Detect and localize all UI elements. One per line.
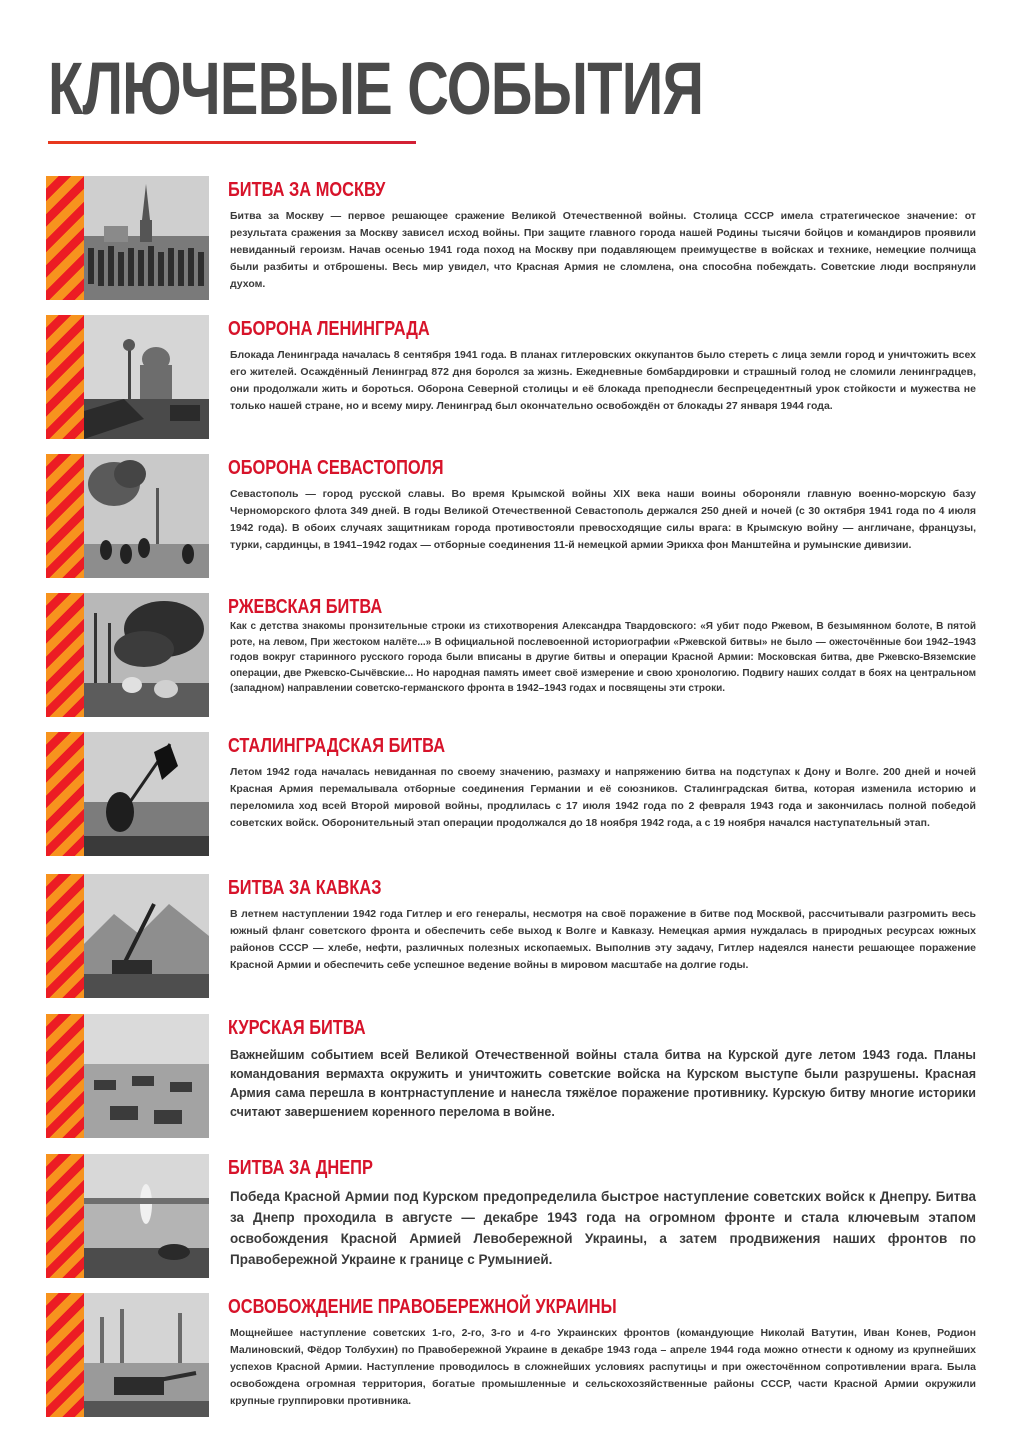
event-description: Как с детства знакомы пронзительные строки из стихотворения Александра Твардовского: «Я убит подо Ржевом, В безымянном болоте, В пятой роте, на левом, При жестоком налёте...» В официальной послевоенной историографии «Ржевской битвы» не было — ожесточённые бои 1942–1943 годов вокруг старинного русского города были вписаны в другие битвы и операции Красной Армии: Московская битва, две Ржевско-Вяземские операции, две Ржевско-Сычёвские... Но народная память имеет своё измерение и свою хронологию. Подвигу наших солдат в боях на центральном (западном) направлении советско-германского фронта в 1942–1943 годах и посвящены эти строки. <box>230 621 976 694</box>
stalingrad-flag-photo <box>84 732 209 856</box>
kremlin-parade-photo <box>84 176 209 300</box>
event-defense-of-leningrad <box>46 315 976 439</box>
event-title: ОБОРОНА СЕВАСТОПОЛЯ <box>228 457 444 479</box>
rzhev-battle-photo <box>84 593 209 717</box>
event-title: БИТВА ЗА МОСКВУ <box>228 179 386 201</box>
event-description: В летнем наступлении 1942 года Гитлер и его генералы, несмотря на своё поражение в битве под Москвой, рассчитывали разгромить весь южный фланг советского фронта и обеспечить себе выход к Волге и Кавказу. Немецкая армия нуждалась в природных ресурсах южных районов СССР — хлебе, нефти, различных полезных ископаемых. Выполнив эту задачу, Гитлер надеялся нанести решающее поражение Красной Армии и обеспечить себе успешное ведение войны в мировом масштабе на долгие годы. <box>230 908 976 971</box>
event-battle-of-dnieper <box>46 1154 976 1278</box>
event-accent-stripe <box>46 874 84 998</box>
event-defense-of-sevastopol <box>46 454 976 578</box>
event-battle-of-kursk <box>46 1014 976 1138</box>
event-description: Битва за Москву — первое решающее сражение Великой Отечественной войны. Столица СССР имела стратегическое значение: от результата сражения за Москву зависел исход войны. При защите главного города нашей Родины тысячи бойцов и командиров проявили невиданный героизм. Начав осенью 1941 года поход на Москву при подавляющем преимуществе в войсках и технике, немецкие полчища были разбиты и отброшены. Весь мир увидел, что Красная Армия не сломлена, она способна побеждать. Советские люди воспрянули духом. <box>230 210 976 290</box>
page-title: КЛЮЧЕВЫЕ СОБЫТИЯ <box>48 47 704 130</box>
event-accent-stripe <box>46 1154 84 1278</box>
event-title: РЖЕВСКАЯ БИТВА <box>228 596 383 618</box>
event-accent-stripe <box>46 315 84 439</box>
event-liberation-of-right-bank-ukraine <box>46 1293 976 1417</box>
sevastopol-assault-photo <box>84 454 209 578</box>
kursk-tanks-photo <box>84 1014 209 1138</box>
event-accent-stripe <box>46 1014 84 1138</box>
event-battle-of-caucasus <box>46 874 976 998</box>
leningrad-cathedral-photo <box>84 315 209 439</box>
event-title: БИТВА ЗА ДНЕПР <box>228 1157 373 1179</box>
event-title: КУРСКАЯ БИТВА <box>228 1017 366 1039</box>
event-accent-stripe <box>46 732 84 856</box>
event-title: ОБОРОНА ЛЕНИНГРАДА <box>228 318 430 340</box>
event-title: БИТВА ЗА КАВКАЗ <box>228 877 382 899</box>
event-description: Победа Красной Армии под Курском предопределила быстрое наступление советских войск к Днепру. Битва за Днепр проходила в августе — декабре 1943 года на огромном фронте и стала ключевым этапом освобождения Красной Армией Левобережной Украины, а затем продвижения наших фронтов по Правобережной Украине к границе с Румынией. <box>230 1189 976 1267</box>
event-accent-stripe <box>46 176 84 300</box>
ukraine-liberation-photo <box>84 1293 209 1417</box>
event-accent-stripe <box>46 1293 84 1417</box>
event-description: Севастополь — город русской славы. Во время Крымской войны XIX века наши воины обороняли главную военно-морскую базу Черноморского флота 349 дней. В годы Великой Отечественной Севастополь держался 250 дней и ночей (с 30 октября 1941 года по 4 июля 1942 года). В обоих случаях защитникам города противостояли превосходящие силы врага: в Крымскую войну — англичане, французы, турки, сардинцы, в 1941–1942 годах — отборные соединения 11-й немецкой армии Эрикха фон Манштейна и румынские дивизии. <box>230 488 976 551</box>
event-description: Блокада Ленинграда началась 8 сентября 1941 года. В планах гитлеровских оккупантов было стереть с лица земли город и уничтожить всех его жителей. Осаждённый Ленинград 872 дня боролся за жизнь. Ежедневные бомбардировки и страшный голод не сломили ленинградцев, они продолжали жить и бороться. Оборона Северной столицы и её блокада преподнесли беспрецедентный урок стойкости и мужества не только нашей стране, но и всему миру. Ленинград был окончательно освобождён от блокады 27 января 1944 года. <box>230 349 976 412</box>
event-battle-of-rzhev <box>46 593 976 717</box>
event-description: Летом 1942 года началась невиданная по своему значению, размаху и напряжению битва на подступах к Дону и Волге. 200 дней и ночей Красная Армия перемалывала отборные соединения Германии и её союзников. Сталинградская битва, которая изменила историю и переломила ход всей Второй мировой войны, продлилась с 17 июля 1942 года по 2 февраля 1943 года и закончилась полной победой советских войск. Оборонительный этап операции продолжался до 18 ноября 1942 года, а с 19 ноября начался наступательный этап. <box>230 766 976 829</box>
event-title: СТАЛИНГРАДСКАЯ БИТВА <box>228 735 446 757</box>
event-description: Мощнейшее наступление советских 1-го, 2-го, 3-го и 4-го Украинских фронтов (командующие Николай Ватутин, Иван Конев, Родион Малиновский, Фёдор Толбухин) по Правобережной Украине в декабре 1943 года – апреле 1944 года можно отнести к одному из крупнейших успехов Красной Армии. Наступление проводилось в сложнейших условиях распутицы и при ожесточённом сопротивлении врага. Была освобождена огромная территория, богатые промышленные и сельскохозяйственные районы СССР, части Красной Армии окружили крупные группировки противника. <box>230 1327 976 1407</box>
caucasus-antiaircraft-photo <box>84 874 209 998</box>
dnieper-crossing-photo <box>84 1154 209 1278</box>
event-accent-stripe <box>46 454 84 578</box>
event-battle-of-stalingrad <box>46 732 976 856</box>
event-description: Важнейшим событием всей Великой Отечественной войны стала битва на Курской дуге летом 1943 года. Планы командования вермахта окружить и уничтожить советские войска на Курском выступе были разрушены. Красная Армия сама перешла в контрнаступление и нанесла тяжёлое поражение противнику. Курскую битву многие историки считают завершением коренного перелома в войне. <box>230 1048 976 1119</box>
event-accent-stripe <box>46 593 84 717</box>
event-title: ОСВОБОЖДЕНИЕ ПРАВОБЕРЕЖНОЙ УКРАИНЫ <box>228 1296 617 1318</box>
event-battle-of-moscow <box>46 176 976 300</box>
